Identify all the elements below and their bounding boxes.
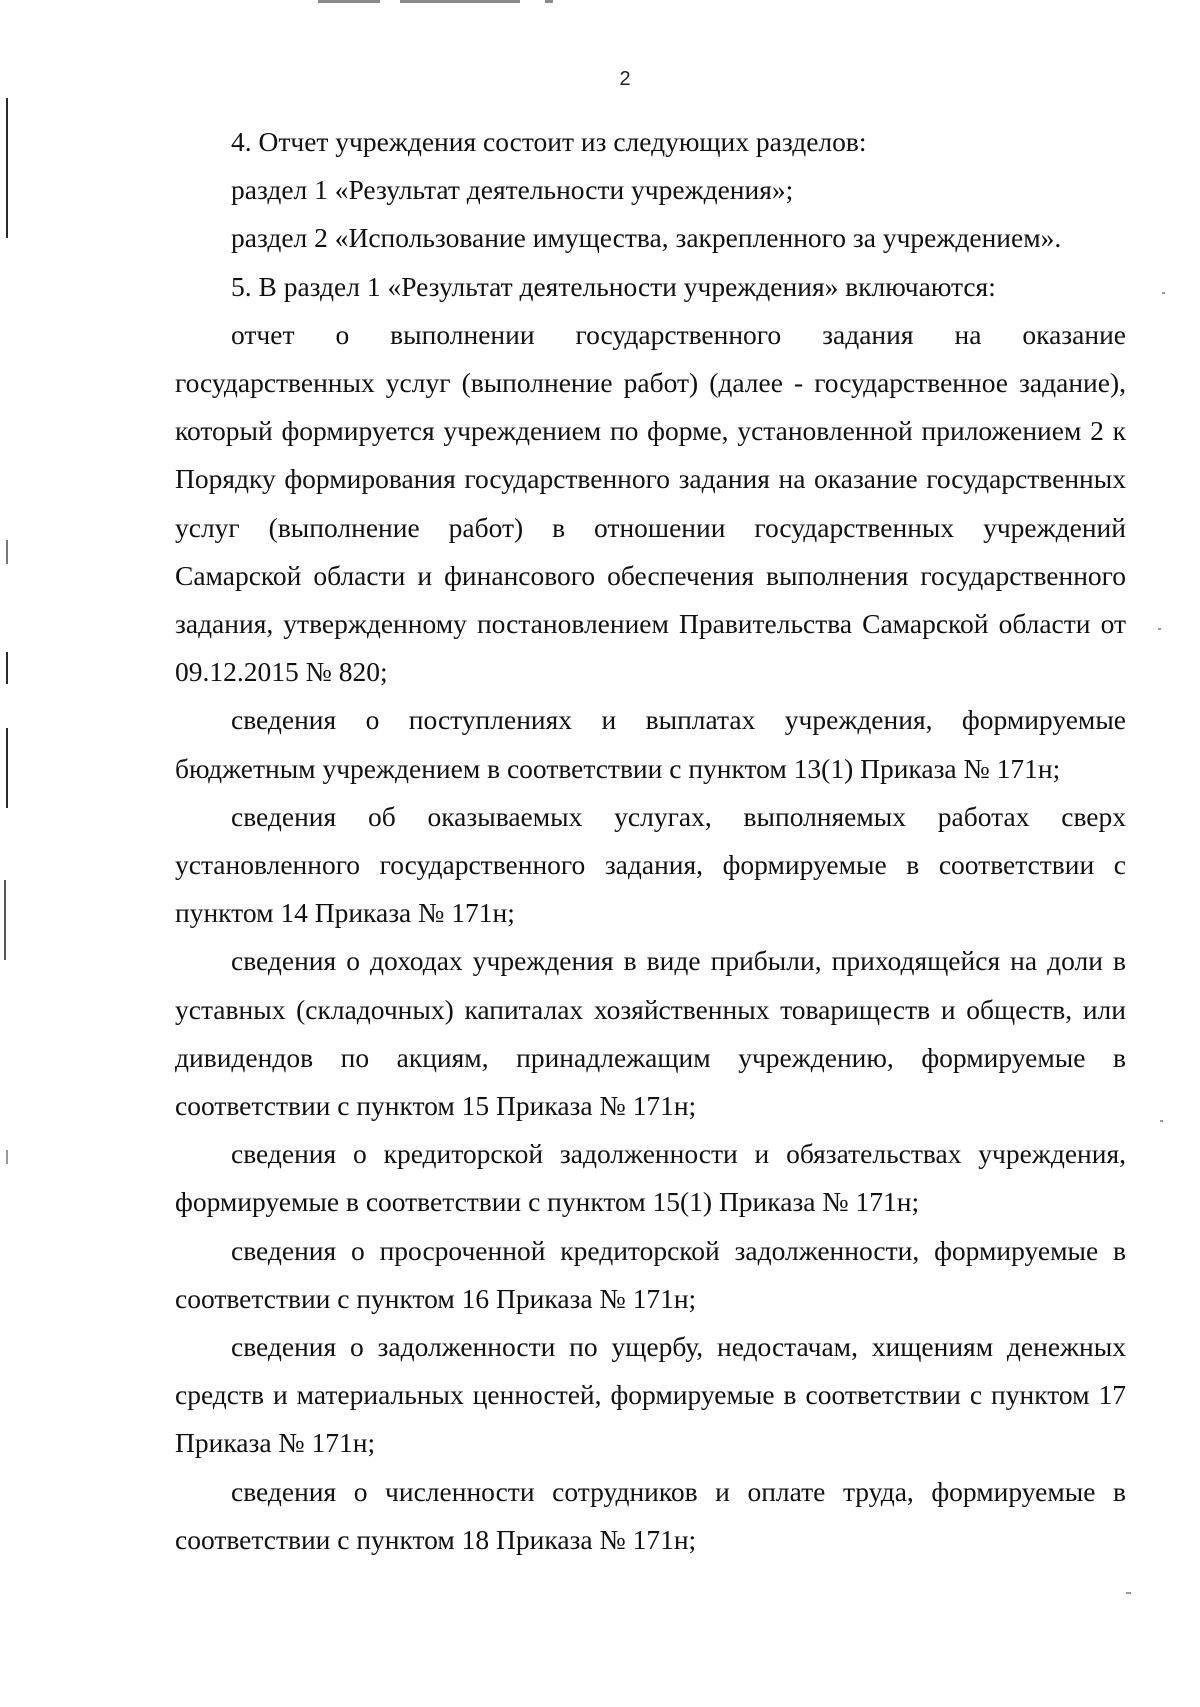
scan-edge-mark — [6, 540, 8, 564]
scan-smudge — [400, 0, 520, 3]
paragraph-section-1: раздел 1 «Результат деятельности учреждения»; — [231, 174, 794, 206]
paragraph-report-sections-intro: 4. Отчет учреждения состоит из следующих разделов: — [231, 126, 867, 157]
page-number: 2 — [619, 68, 631, 90]
paragraph-state-task-report: отчет о выполнении государственного задания на оказание государственных услуг (выполнение работ) (далее - государственное задание), который формируется учреждением по форме, установленной приложением 2 к Порядку формирования государственного задания на оказание государственных услуг (выполнение работ) в отношении государственных учреждений Самарской области и финансового обеспечения выполнения государственного задания, утвержденному постановлением Правительства Самарской области от 09.12.2015 № 820; — [175, 318, 1126, 688]
document-body — [175, 118, 1126, 1564]
paragraph-accounts-payable: сведения о кредиторской задолженности и обязательствах учреждения, формируемые в соответствии с пунктом 15(1) Приказа № 171н; — [175, 1138, 1126, 1218]
scan-smudge — [318, 0, 380, 3]
scan-edge-mark — [6, 728, 8, 808]
scan-speck — [1126, 1592, 1131, 1594]
scan-edge-mark — [6, 98, 8, 238]
paragraph-profit-income: сведения о доходах учреждения в виде прибыли, приходящейся на доли в уставных (складочных) капиталах хозяйственных товариществ и обществ, или дивидендов по акциям, принадлежащим учреждению, формируемые в соответствии с пунктом 15 Приказа № 171н; — [175, 945, 1126, 1122]
paragraph-services-above-task: сведения об оказываемых услугах, выполняемых работах сверх установленного государственного задания, формируемые в соответствии с пунктом 14 Приказа № 171н; — [175, 800, 1126, 929]
scan-smudge — [545, 0, 553, 3]
scan-edge-mark — [6, 1150, 8, 1164]
scan-speck — [1160, 1120, 1163, 1122]
scan-edge-mark — [6, 652, 8, 684]
scan-speck — [1158, 628, 1161, 630]
paragraph-section-1-contents: 5. В раздел 1 «Результат деятельности учреждения» включаются: — [231, 270, 996, 302]
paragraph-overdue-payables: сведения о просроченной кредиторской задолженности, формируемые в соответствии с пунктом 16 Приказа № 171н; — [175, 1234, 1126, 1314]
paragraph-receipts-payments: сведения о поступлениях и выплатах учреждения, формируемые бюджетным учреждением в соответствии с пунктом 13(1) Приказа № 171н; — [175, 704, 1126, 784]
paragraph-damage-debt: сведения о задолженности по ущербу, недостачам, хищениям денежных средств и материальных ценностей, формируемые в соответствии с пунктом 17 Приказа № 171н; — [175, 1331, 1126, 1459]
scan-speck — [1162, 292, 1165, 294]
scan-edge-mark — [4, 880, 6, 960]
paragraph-section-2: раздел 2 «Использование имущества, закрепленного за учреждением». — [231, 222, 1062, 254]
paragraph-staff-payroll: сведения о численности сотрудников и оплате труда, формируемые в соответствии с пунктом 18 Приказа № 171н; — [175, 1475, 1126, 1555]
